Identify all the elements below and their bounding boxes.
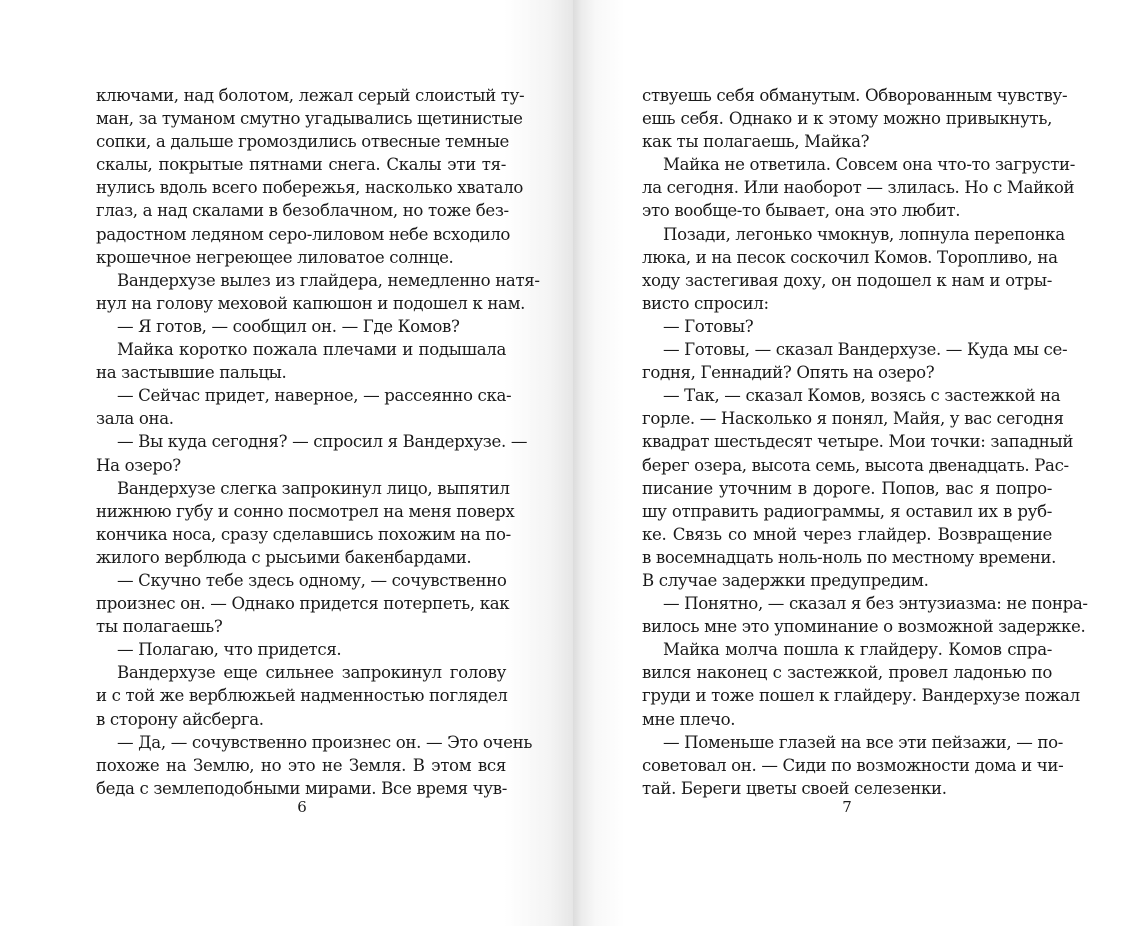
text-line: в восемнадцать ноль-ноль по местному времени. bbox=[642, 547, 1057, 567]
text-line: в сторону айсберга. bbox=[96, 709, 264, 729]
text-line: ман, за туманом смутно угадывались щетинистые bbox=[96, 109, 523, 129]
text-line: — Готовы, — сказал Вандерхузе. — Куда мы се- bbox=[663, 340, 1068, 360]
text-line: жилого верблюда с рысьими бакенбардами. bbox=[96, 547, 472, 567]
text-line: на застывшие пальцы. bbox=[96, 363, 287, 383]
text-line: Позади, легонько чмокнув, лопнула перепонка bbox=[663, 224, 1065, 244]
text-line: ключами, над болотом, лежал серый слоистый ту- bbox=[96, 86, 525, 105]
text-line: — Вы куда сегодня? — спросил я Вандерхузе. — bbox=[117, 432, 528, 452]
text-line: — Поменьше глазей на все эти пейзажи, — по- bbox=[663, 732, 1064, 752]
text-line: — Я готов, — сообщил он. — Где Комов? bbox=[117, 316, 460, 336]
text-line: — Сейчас придет, наверное, — рассеянно ска- bbox=[117, 386, 512, 406]
text-line: ешь себя. Однако и к этому можно привыкнуть, bbox=[642, 109, 1052, 129]
text-line: и с той же верблюжьей надменностью поглядел bbox=[96, 686, 508, 706]
text-line: скалы, покрытые пятнами снега. Скалы эти тя- bbox=[96, 155, 506, 175]
text-line: Майка коротко пожала плечами и подышала bbox=[117, 340, 506, 360]
text-line: горле. — Насколько я понял, Майя, у вас сегодня bbox=[642, 409, 1064, 429]
text-line: глаз, а над скалами в безоблачном, но тоже без- bbox=[96, 201, 509, 221]
text-line: — Скучно тебе здесь одному, — сочувственно bbox=[117, 570, 507, 590]
right-page-number: 7 bbox=[842, 798, 852, 816]
text-line: — Готовы? bbox=[663, 316, 754, 336]
text-line: беда с землеподобными мирами. Все время чув- bbox=[96, 778, 507, 798]
text-line: Майка молча пошла к глайдеру. Комов спра- bbox=[663, 640, 1052, 660]
text-line: — Полагаю, что придется. bbox=[117, 640, 342, 660]
text-line: нулись вдоль всего побережья, насколько хватало bbox=[96, 178, 524, 198]
text-line: ходу застегивая доху, он подошел к нам и отры- bbox=[642, 270, 1052, 290]
text-line: нул на голову меховой капюшон и подошел к нам. bbox=[96, 293, 526, 313]
text-line: похоже на Землю, но это не Земля. В этом вся bbox=[96, 755, 506, 775]
text-line: ствуешь себя обманутым. Обворованным чувству- bbox=[642, 86, 1068, 105]
text-line: груди и тоже пошел к глайдеру. Вандерхузе пожал bbox=[642, 686, 1080, 706]
right-page-text bbox=[642, 84, 1088, 800]
text-line: ла сегодня. Или наоборот — злилась. Но с Майкой bbox=[642, 178, 1075, 198]
text-line: квадрат шестьдесят четыре. Мои точки: западный bbox=[642, 432, 1074, 452]
left-page-text bbox=[96, 84, 540, 800]
text-line: шу отправить радиограммы, я оставил их в руб- bbox=[642, 501, 1052, 521]
text-line: кончика носа, сразу сделавшись похожим на по- bbox=[96, 524, 511, 544]
text-line: годня, Геннадий? Опять на озеро? bbox=[642, 363, 935, 383]
text-line: — Да, — сочувственно произнес он. — Это очень bbox=[117, 732, 533, 752]
text-line: тай. Береги цветы своей селезенки. bbox=[642, 778, 947, 798]
text-line: люка, и на песок соскочил Комов. Торопливо, на bbox=[642, 247, 1058, 267]
text-line: советовал он. — Сиди по возможности дома и чи- bbox=[642, 755, 1064, 775]
text-line: произнес он. — Однако придется потерпеть, как bbox=[96, 594, 510, 614]
text-line: мне плечо. bbox=[642, 709, 736, 729]
text-line: ке. Связь со мной через глайдер. Возвращение bbox=[642, 524, 1052, 544]
text-line: вился наконец с застежкой, провел ладонью по bbox=[642, 663, 1052, 683]
text-line: радостном ледяном серо-лиловом небе всходило bbox=[96, 224, 511, 244]
right-page bbox=[573, 0, 1146, 926]
text-line: это вообще-то бывает, она это любит. bbox=[642, 201, 961, 221]
text-line: писание уточним в дороге. Попов, вас я попро- bbox=[642, 478, 1052, 498]
text-line: нижнюю губу и сонно посмотрел на меня поверх bbox=[96, 501, 515, 521]
text-line: Вандерхузе еще сильнее запрокинул голову bbox=[117, 663, 506, 683]
text-line: как ты полагаешь, Майка? bbox=[642, 132, 870, 152]
text-line: — Так, — сказал Комов, возясь с застежкой на bbox=[663, 386, 1061, 406]
text-line: зала она. bbox=[96, 409, 174, 429]
left-page-number: 6 bbox=[297, 798, 307, 816]
text-line: На озеро? bbox=[96, 455, 181, 475]
text-line: В случае задержки предупредим. bbox=[642, 570, 929, 590]
text-line: висто спросил: bbox=[642, 293, 769, 313]
text-line: сопки, а дальше громоздились отвесные темные bbox=[96, 132, 510, 152]
text-line: Вандерхузе вылез из глайдера, немедленно натя- bbox=[117, 270, 540, 290]
text-line: Майка не ответила. Совсем она что-то загрусти- bbox=[663, 155, 1075, 175]
text-line: берег озера, высота семь, высота двенадцать. Рас- bbox=[642, 455, 1069, 475]
text-line: вилось мне это упоминание о возможной задержке. bbox=[642, 617, 1086, 637]
text-line: Вандерхузе слегка запрокинул лицо, выпятил bbox=[117, 478, 510, 498]
text-line: — Понятно, — сказал я без энтузиазма: не понра- bbox=[663, 594, 1088, 614]
text-line: ты полагаешь? bbox=[96, 617, 223, 637]
text-line: крошечное негреющее лиловатое солнце. bbox=[96, 247, 454, 267]
